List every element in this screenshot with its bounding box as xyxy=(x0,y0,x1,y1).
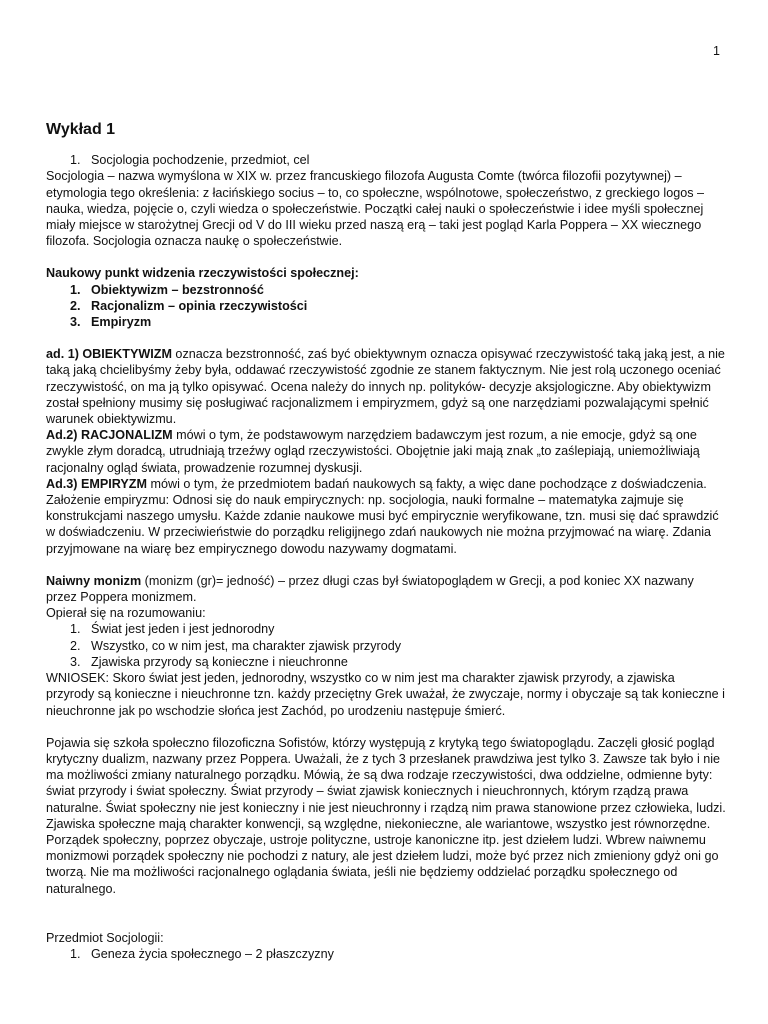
ad1-label: ad. 1) OBIEKTYWIZM xyxy=(46,347,172,362)
list-item xyxy=(46,654,726,670)
list-number: 3. xyxy=(70,315,81,330)
sofisci-paragraph: Pojawia się szkoła społeczno filozoficzna Sofistów, którzy występują z krytyką tego światopoglądu. Zaczęli głosić pogląd krytyczny dualizm, nazwany przez Poppera. Uważali, że z tych 3 przesłanek prawdziwa jest tylko 3. Zawsze tak było i nie ma możliwości zmiany naturalnego porządku. Mówią, że są dwa rodzaje rzeczywistości, dwa oddzielne, odmienne byty: świat przyrody i świat społeczny. Świat przyrody – świat zjawisk koniecznych i nieuchronnych, którym rządzą prawa naturalne. Świat społeczny nie jest konieczny i nie jest nieuchronny i rządzą nim prawa stanowione przez człowieka, ludzi. Zjawiska społeczne mają charakter konwencji, są względne, niekonieczne, ale wariantowe, wszystko jest równorzędne. Porządek społeczny, poprzez obyczaje, ustroje polityczne, ustroje kanoniczne itp. jest dziełem ludzi. Wbrew naiwnemu monizmowi porządek społeczny nie pochodzi z natury, ale jest dziełem ludzi, może być przez nich zmieniony gdyż oni go tworzą. Nie ma możliwości racjonalnego oglądania świata, jeśli nie będziemy oddzielać porządku społecznego od naturalnego. xyxy=(46,735,726,896)
list-item-text: Geneza życia społecznego – 2 płaszczyzny xyxy=(91,946,334,961)
ad3-text: mówi o tym, że przedmiotem badań naukowych są fakty, a więc dane pochodzące z doświadczenia. Założenie empiryzmu: Odnosi się do nauk empirycznych: np. socjologia, nauki formalne – matematyka zajmuje się konstrukcjami naszego umysłu. Każde zdanie naukowe musi być empirycznie weryfikowane, tzn. musi się dać sprawdzić w doświadczeniu. W przeciwieństwie do porządku religijnego zdań naukowych nie można przyjmować na wiarę. Zdania przyjmowane na wiarę bez empirycznego dowodu nazywamy dogmatami. xyxy=(46,476,719,556)
list-item-text: Empiryzm xyxy=(91,315,152,330)
list-item-text: Zjawiska przyrody są konieczne i nieuchronne xyxy=(91,654,348,669)
list-item xyxy=(46,946,726,962)
monizm-conclusion: WNIOSEK: Skoro świat jest jeden, jednorodny, wszystko co w nim jest ma charakter zjawisk przyrody, a zjawiska przyrody są konieczne i nieuchronne tzn. każdy przeciętny Grek uważał, że zwyczaje, normy i obyczaje są tak konieczne i nieuchronne jak po wschodzie słońca jest Zachód, po urodzeniu następuje śmierć. xyxy=(46,671,725,718)
list-item xyxy=(46,314,726,330)
list-item xyxy=(46,621,726,637)
page-number: 1 xyxy=(713,44,720,58)
list-number: 2. xyxy=(70,638,81,653)
ad2-text: mówi o tym, że podstawowym narzędziem badawczym jest rozum, a nie emocje, gdyż są one zwykle złym doradcą, utrudniają trzeźwy ogląd rzeczywistości. Obojętnie jaki mają znak „to zaślepiają, uniemożliwiają racjonalny ogląd świata, prowadzenie rozumnej dyskusji. xyxy=(46,428,700,475)
list-item-text: Wszystko, co w nim jest, ma charakter zjawisk przyrody xyxy=(91,638,402,653)
list-item xyxy=(46,282,726,298)
monizm-intro: Opierał się na rozumowaniu: xyxy=(46,606,206,621)
list-item xyxy=(46,298,726,314)
list-number: 1. xyxy=(70,622,81,637)
ad3-label: Ad.3) EMPIRYZM xyxy=(46,476,147,491)
document-body xyxy=(46,122,726,962)
list-number: 1. xyxy=(70,946,81,961)
list-number: 2. xyxy=(70,298,81,313)
viewpoint-heading: Naukowy punkt widzenia rzeczywistości społecznej: xyxy=(46,266,359,281)
viewpoint-list xyxy=(46,282,726,331)
lecture-title: Wykład 1 xyxy=(46,121,116,138)
ad2-paragraph xyxy=(46,427,726,476)
ad1-paragraph xyxy=(46,346,726,427)
ad1-text: oznacza bezstronność, zaś być obiektywnym oznacza opisywać rzeczywistość taką jaką jest, a nie taką jaką chcielibyśmy żeby była, oddawać rzeczywistość zgodnie ze stanem faktycznym. Nie jest rolą uczonego oceniać rzeczywistość, on ma ją tylko opisywać. Ocena należy do innych np. polityków- decyzje aksjologiczne. Aby obiektywizm został spełniony musimy się posługiwać racjonalizmem i empiryzmem, gdyż są one narzędziami pozwalającymi spełnić warunek obiektywizmu. xyxy=(46,347,725,427)
list-item xyxy=(46,152,726,168)
list-item xyxy=(46,638,726,654)
przedmiot-list xyxy=(46,946,726,962)
monizm-text: (monizm (gr)= jedność) – przez długi czas był światopoglądem w Grecji, a pod koniec XX nazwany przez Poppera monizmem. xyxy=(46,573,694,605)
przedmiot-heading: Przedmiot Socjologii: xyxy=(46,930,164,945)
list-number: 3. xyxy=(70,654,81,669)
list-number: 1. xyxy=(70,282,81,297)
monizm-paragraph xyxy=(46,573,726,605)
list-item-text: Świat jest jeden i jest jednorodny xyxy=(91,622,275,637)
list-number: 1. xyxy=(70,153,81,168)
list-item-text: Obiektywizm – bezstronność xyxy=(91,282,264,297)
intro-paragraph: Socjologia – nazwa wymyślona w XIX w. przez francuskiego filozofa Augusta Comte (twórca filozofii pozytywnej) – etymologia tego określenia: z łacińskiego socius – to, co społeczne, wspólnotowe, społeczeństwo, z greckiego logos – nauka, wiedza, pojęcie o, czyli wiedza o społeczeństwie. Początki całej nauki o społeczeństwie i idee myśli społecznej miały miejsce w starożytnej Grecji od V do III wieku przed naszą erą – taki jest pogląd Karla Poppera – XX wiecznego filozofa. Socjologia oznacza naukę o społeczeństwie. xyxy=(46,169,705,249)
ad2-label: Ad.2) RACJONALIZM xyxy=(46,428,173,443)
intro-list xyxy=(46,152,726,168)
monizm-list xyxy=(46,621,726,670)
list-item-text: Racjonalizm – opinia rzeczywistości xyxy=(91,298,308,313)
ad3-paragraph xyxy=(46,476,726,557)
monizm-label: Naiwny monizm xyxy=(46,573,142,588)
list-item-text: Socjologia pochodzenie, przedmiot, cel xyxy=(91,153,310,168)
